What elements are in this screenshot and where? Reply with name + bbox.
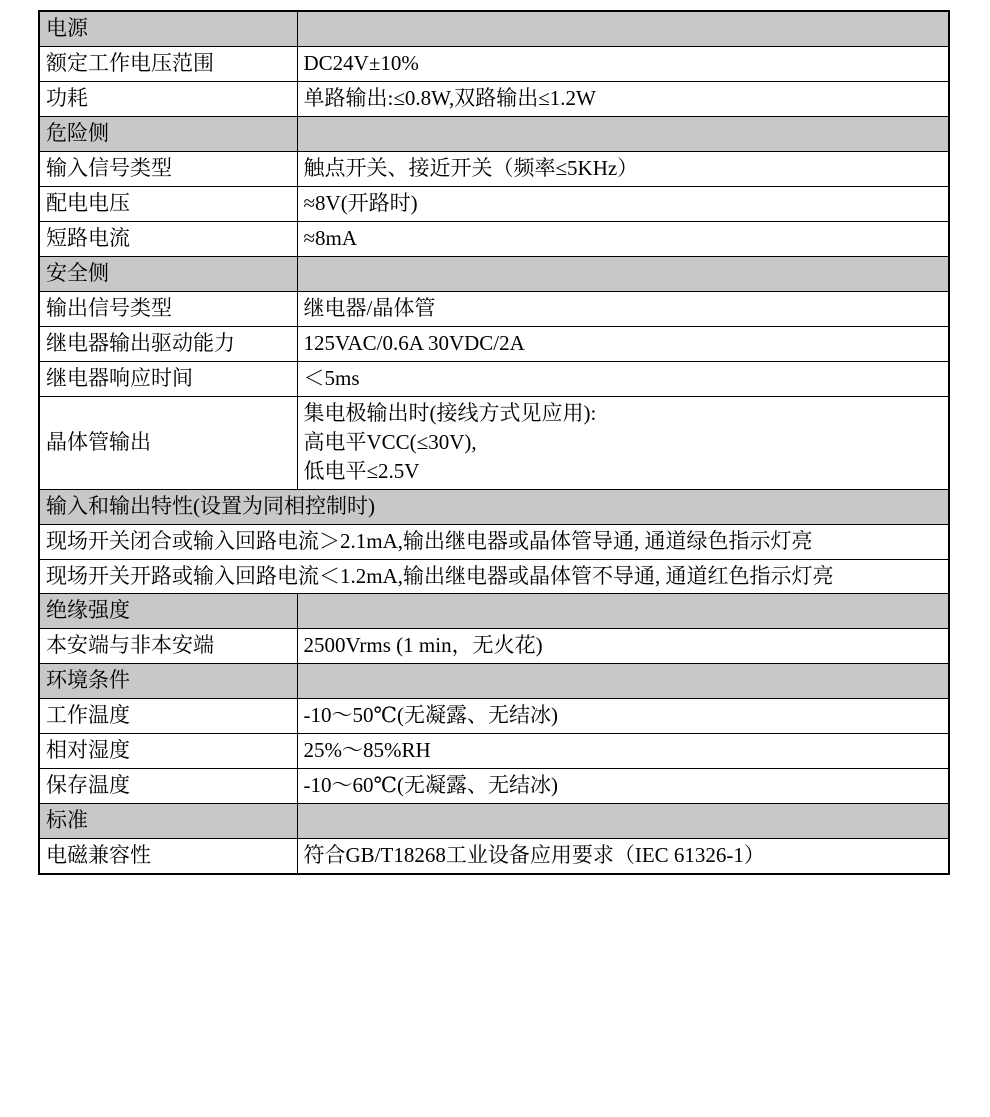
row-value-line: 集电极输出时(接线方式见应用):: [303, 400, 597, 425]
table-row: [39, 46, 949, 81]
row-value: ＜5ms: [297, 361, 949, 396]
table-row: [39, 594, 949, 629]
table-row: [39, 629, 949, 664]
row-value: DC24V±10%: [297, 46, 949, 81]
table-row: [39, 524, 949, 559]
table-row: [39, 291, 949, 326]
row-value: 125VAC/0.6A 30VDC/2A: [297, 326, 949, 361]
specification-table: [38, 10, 950, 875]
row-value: 25%～85%RH: [297, 734, 949, 769]
table-row: [39, 256, 949, 291]
row-label: 工作温度: [39, 699, 297, 734]
full-width-line: 现场开关闭合或输入回路电流＞2.1mA,输出继电器或晶体管导通,: [46, 528, 640, 553]
row-value-line: 低电平≤2.5V: [303, 458, 420, 483]
section-header-label: 输入和输出特性(设置为同相控制时): [39, 489, 949, 524]
section-header-label: 危险侧: [39, 116, 297, 151]
specification-table-body: [39, 11, 949, 874]
row-value: 继电器/晶体管: [297, 291, 949, 326]
row-value: 2500Vrms (1 min，无火花): [297, 629, 949, 664]
table-row: [39, 804, 949, 839]
section-header-label: 标准: [39, 804, 297, 839]
row-label: 本安端与非本安端: [39, 629, 297, 664]
table-row: [39, 186, 949, 221]
section-header-label: 绝缘强度: [39, 594, 297, 629]
row-label: 输入信号类型: [39, 151, 297, 186]
full-width-line: 通道绿色指示灯亮: [644, 528, 813, 553]
row-label: 额定工作电压范围: [39, 46, 297, 81]
row-label: 配电电压: [39, 186, 297, 221]
row-label: 晶体管输出: [39, 396, 297, 489]
section-header-label: 电源: [39, 11, 297, 46]
row-value-multiline: [297, 396, 949, 489]
table-row: [39, 11, 949, 46]
section-header-empty: [297, 256, 949, 291]
full-width-text: [39, 524, 949, 559]
table-row: [39, 151, 949, 186]
row-value: -10～50℃(无凝露、无结冰): [297, 699, 949, 734]
table-row: [39, 839, 949, 874]
section-header-label: 环境条件: [39, 664, 297, 699]
row-label: 短路电流: [39, 221, 297, 256]
full-width-line: 通道红色指示灯亮: [665, 563, 834, 588]
table-row: [39, 361, 949, 396]
table-row: [39, 699, 949, 734]
table-row: [39, 81, 949, 116]
row-value: 符合GB/T18268工业设备应用要求（IEC 61326-1）: [297, 839, 949, 874]
section-header-empty: [297, 664, 949, 699]
row-value: -10～60℃(无凝露、无结冰): [297, 769, 949, 804]
table-row: [39, 116, 949, 151]
row-label: 电磁兼容性: [39, 839, 297, 874]
row-value: 单路输出:≤0.8W,双路输出≤1.2W: [297, 81, 949, 116]
row-label: 继电器响应时间: [39, 361, 297, 396]
full-width-text: [39, 559, 949, 594]
table-row: [39, 769, 949, 804]
table-row: [39, 664, 949, 699]
section-header-empty: [297, 804, 949, 839]
row-value-line: 高电平VCC(≤30V),: [303, 429, 477, 454]
row-label: 继电器输出驱动能力: [39, 326, 297, 361]
table-row: [39, 326, 949, 361]
full-width-line: 现场开关开路或输入回路电流＜1.2mA,输出继电器或晶体管不导通,: [46, 563, 661, 588]
row-value: 触点开关、接近开关（频率≤5KHz）: [297, 151, 949, 186]
table-row: [39, 221, 949, 256]
table-row: [39, 489, 949, 524]
row-label: 输出信号类型: [39, 291, 297, 326]
table-row: [39, 559, 949, 594]
section-header-empty: [297, 116, 949, 151]
row-value: ≈8mA: [297, 221, 949, 256]
row-value: ≈8V(开路时): [297, 186, 949, 221]
table-row: [39, 734, 949, 769]
table-row: [39, 396, 949, 489]
section-header-empty: [297, 11, 949, 46]
row-label: 保存温度: [39, 769, 297, 804]
section-header-empty: [297, 594, 949, 629]
row-label: 功耗: [39, 81, 297, 116]
section-header-label: 安全侧: [39, 256, 297, 291]
row-label: 相对湿度: [39, 734, 297, 769]
